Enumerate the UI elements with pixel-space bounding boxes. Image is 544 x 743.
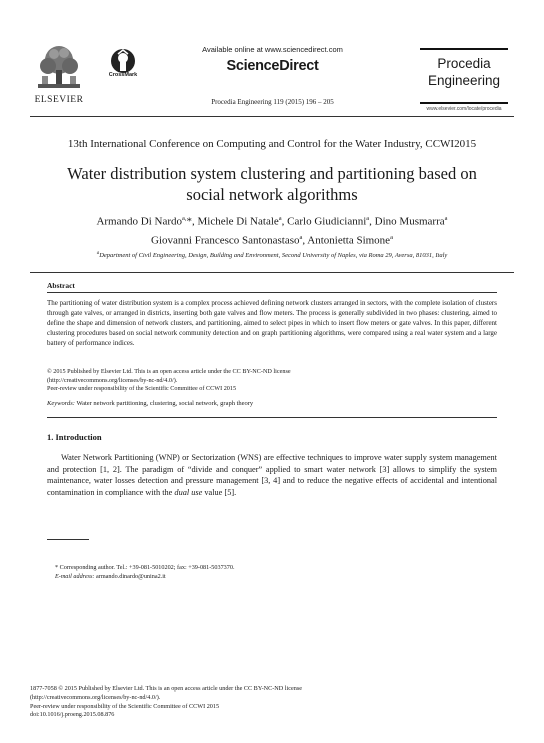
author-line-2 bbox=[40, 230, 504, 249]
peer-review-line: Peer-review under responsibility of the Scientific Committee of CCWI 2015 bbox=[30, 702, 220, 710]
author-affiliation-sup: a bbox=[444, 215, 448, 222]
author-name: Armando Di Nardo bbox=[96, 215, 182, 228]
email-label: E-mail address: bbox=[55, 573, 95, 580]
abstract-text: The partitioning of water distribution system is a complex process achieved defining network clusters arranged in sectors, with the complete isolation of clusters through gate valves, or arranged in districts, inserting both gate valves and flow meters. The process is generally subdivided in two phases: clustering, aimed to define the shape and dimension of network clusters, and partitioning, aimed to select pipes in which to insert flow meters or gate valves. In this paper, different clustering procedures based on social network community detection and on graph partitioning algorithms, were compared using a real water system and a large battery of performance indices. bbox=[47, 299, 497, 347]
issn-line: 1877-7058 © 2015 Published by Elsevier Ltd. This is an open access article under the CC BY-NC-ND license bbox=[30, 685, 302, 692]
author-line-1 bbox=[40, 211, 504, 230]
affiliation bbox=[30, 251, 514, 259]
affiliation-sup: a bbox=[96, 251, 100, 256]
conference-name: 13th International Conference on Computing and Control for the Water Industry, CCWI2015 bbox=[67, 138, 477, 150]
keywords bbox=[47, 400, 497, 407]
keywords-text: Water network partitioning, clustering, social network, graph theory bbox=[76, 400, 254, 407]
license-line-1: © 2015 Published by Elsevier Ltd. This is an open access article under the CC BY-NC-ND license bbox=[47, 368, 291, 375]
author-affiliation-sup: a bbox=[366, 215, 370, 222]
sciencedirect-logo: ScienceDirect bbox=[226, 58, 319, 74]
abstract-top-rule bbox=[30, 272, 514, 273]
intro-text-end: value [5]. bbox=[204, 488, 237, 498]
affiliation-text: Department of Civil Engineering, Design, Building and Environment, Second University of Naples, via Roma 29, Aversa, 81031, Italy bbox=[99, 252, 448, 260]
procedia-line-2: Engineering bbox=[427, 73, 501, 88]
author-affiliation-sup: a, bbox=[182, 215, 187, 222]
bottom-license-block bbox=[30, 685, 510, 720]
footnote bbox=[55, 563, 485, 581]
abstract-heading-rule bbox=[47, 292, 497, 293]
author-affiliation-sup: a bbox=[278, 215, 282, 222]
abstract-bottom-rule bbox=[47, 417, 497, 418]
intro-text: Water Network Partitioning (WNP) or Sectorization (WNS) are effective techniques to improve water supply system management and protection [1, 2]. The paradigm of “divide and conquer” applied to smart water network [3] allows to simplify the system maintenance, water losses detection and pressure management [3, 4] and to reduce the negative effects of accidental and intentional contamination in compliance with the bbox=[47, 453, 497, 498]
license-link[interactable]: (http://creativecommons.org/licenses/by-nc-nd/4.0/). bbox=[47, 376, 178, 384]
procedia-journal-name bbox=[420, 55, 508, 89]
author-affiliation-sup: a bbox=[390, 233, 393, 241]
crossmark-label: CrossMark bbox=[108, 72, 138, 78]
license-block bbox=[47, 368, 497, 394]
title-line-1: Water distribution system clustering and partitioning based on bbox=[67, 164, 477, 183]
paper-title bbox=[40, 163, 504, 205]
author-name: , Antonietta Simone bbox=[302, 234, 391, 247]
intro-italic-term: dual use bbox=[174, 488, 203, 498]
procedia-url: www.elsevier.com/locate/procedia bbox=[426, 106, 502, 112]
title-line-2: social network algorithms bbox=[186, 185, 358, 204]
email-line bbox=[55, 572, 485, 581]
license-line-3: Peer-review under responsibility of the Scientific Committee of CCWI 2015 bbox=[47, 385, 237, 393]
author-list bbox=[40, 211, 504, 248]
corresponding-mark: * bbox=[186, 215, 193, 228]
email-address[interactable]: armando.dinardo@unina2.it bbox=[96, 573, 166, 580]
author-name: , Carlo Giudicianni bbox=[281, 215, 367, 228]
introduction-paragraph bbox=[47, 452, 497, 499]
author-affiliation-sup: a bbox=[299, 233, 303, 241]
publisher-name: ELSEVIER bbox=[34, 95, 84, 105]
procedia-line-1: Procedia bbox=[437, 56, 491, 71]
crossmark-icon[interactable] bbox=[110, 48, 136, 74]
header-rule bbox=[30, 116, 514, 117]
section-heading-introduction: 1. Introduction bbox=[47, 432, 102, 442]
corresponding-author-note: * Corresponding author. Tel.: +39-081-5010202; fax: +39-081-5037370. bbox=[55, 564, 235, 571]
doi-line[interactable]: doi:10.1016/j.proeng.2015.08.876 bbox=[30, 711, 115, 719]
author-name: , Michele Di Natale bbox=[192, 215, 279, 228]
abstract-heading: Abstract bbox=[47, 281, 75, 290]
bottom-license-link[interactable]: (http://creativecommons.org/licenses/by-nc-nd/4.0/). bbox=[30, 693, 161, 701]
journal-reference: Procedia Engineering 119 (2015) 196 – 205 bbox=[211, 98, 334, 106]
author-name: , Dino Musmarra bbox=[369, 215, 445, 228]
footnote-rule bbox=[47, 539, 89, 540]
keywords-label: Keywords: bbox=[47, 400, 75, 407]
author-name: Giovanni Francesco Santonastaso bbox=[151, 234, 300, 247]
available-online-text: Available online at www.sciencedirect.com bbox=[202, 45, 343, 54]
